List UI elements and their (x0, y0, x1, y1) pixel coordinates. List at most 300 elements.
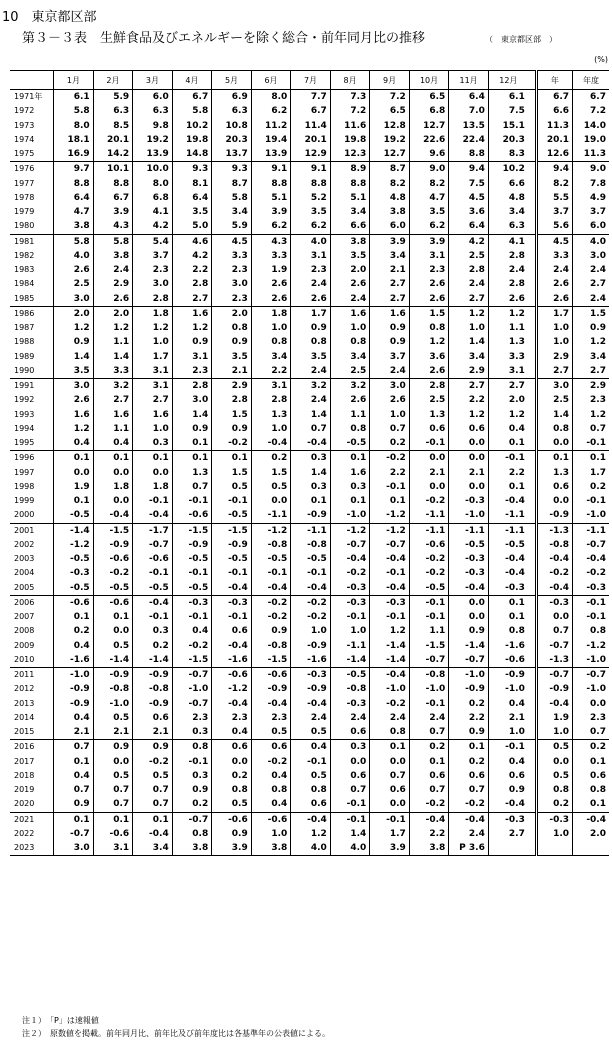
month-cell: 0.4 (54, 639, 94, 653)
month-cell: 2.6 (54, 263, 94, 277)
month-cell: -1.2 (370, 523, 410, 538)
month-cell: -0.7 (449, 653, 489, 668)
month-cell: 1.6 (330, 466, 370, 480)
month-cell: 0.8 (370, 725, 410, 740)
month-cell: 0.5 (133, 769, 173, 783)
month-header: 3月 (133, 71, 173, 90)
annual-cell: 0.6 (536, 480, 572, 494)
month-cell: 9.1 (251, 162, 291, 177)
fiscal-year-cell: -0.7 (573, 538, 609, 552)
table-title: 第３－３表 生鮮食品及びエネルギーを除く総合・前年同月比の推移 (22, 31, 426, 46)
month-cell: -0.4 (488, 797, 528, 812)
year-cell: 2012 (14, 684, 35, 694)
month-cell: -0.5 (330, 668, 370, 683)
annual-cell: 2.6 (536, 277, 572, 291)
month-cell: 3.9 (251, 205, 291, 219)
table-row (10, 408, 609, 422)
month-cell: 3.8 (93, 249, 133, 263)
month-cell: 0.2 (251, 451, 291, 466)
month-cell: -1.0 (330, 508, 370, 523)
month-cell: -1.6 (291, 653, 331, 668)
month-cell: -0.1 (409, 436, 449, 451)
footnote: 注２） 原数値を掲載。前年同月比、前年比及び前年度比は各基準年の公表値による。 (22, 1029, 330, 1038)
month-cell: 19.8 (172, 133, 212, 147)
fiscal-year-cell: -1.0 (573, 653, 609, 668)
month-cell: 2.7 (488, 379, 528, 394)
month-cell: 0.4 (54, 769, 94, 783)
year-cell: 1995 (14, 438, 35, 448)
column-gap (528, 480, 536, 494)
column-gap (528, 177, 536, 191)
month-cell: -0.5 (54, 508, 94, 523)
month-cell: 4.5 (212, 234, 252, 249)
fiscal-year-cell: -1.0 (573, 508, 609, 523)
fiscal-year-cell: -1.2 (573, 639, 609, 653)
month-cell: 8.8 (251, 177, 291, 191)
month-cell: 6.7 (291, 104, 331, 118)
year-cell: 1982 (14, 250, 35, 260)
month-cell: 6.9 (212, 90, 252, 105)
month-cell: 0.6 (409, 422, 449, 436)
fiscal-year-cell: -1.0 (573, 682, 609, 696)
month-cell: -0.4 (488, 552, 528, 566)
column-gap (528, 364, 536, 379)
annual-cell: 3.3 (536, 249, 572, 263)
year-cell: 2014 (14, 712, 35, 722)
month-cell: -0.3 (172, 595, 212, 610)
month-cell: -0.6 (212, 812, 252, 827)
month-cell: 2.8 (172, 379, 212, 394)
month-cell: 2.0 (212, 306, 252, 321)
month-cell: 15.1 (488, 119, 528, 133)
month-cell: 9.0 (409, 162, 449, 177)
year-cell: 1971年 (14, 92, 43, 102)
month-cell: -1.4 (93, 653, 133, 668)
month-cell: 2.9 (449, 364, 489, 379)
table-row (10, 219, 609, 234)
column-gap (528, 841, 536, 856)
month-cell: 7.7 (291, 90, 331, 105)
month-cell: -0.5 (330, 436, 370, 451)
month-cell: 8.0 (54, 119, 94, 133)
year-cell: 1976 (10, 162, 54, 177)
month-cell: 4.1 (488, 234, 528, 249)
month-cell: 5.1 (330, 191, 370, 205)
year-cell: 2008 (14, 626, 35, 636)
column-gap (528, 379, 536, 394)
month-cell: 11.6 (330, 119, 370, 133)
month-cell: 5.2 (291, 191, 331, 205)
annual-cell: -0.7 (536, 668, 572, 683)
fiscal-year-cell: 1.7 (573, 466, 609, 480)
month-cell: -0.5 (54, 581, 94, 596)
month-cell: 2.6 (370, 393, 410, 407)
table-header (10, 71, 609, 90)
month-cell: 0.7 (409, 783, 449, 797)
month-cell: 1.4 (330, 827, 370, 841)
month-cell: 2.2 (449, 711, 489, 725)
month-cell: 0.1 (291, 494, 331, 508)
month-cell: 0.0 (93, 466, 133, 480)
month-cell: 0.1 (330, 494, 370, 508)
month-cell: 12.9 (291, 147, 331, 162)
column-gap (528, 740, 536, 755)
month-cell: 3.6 (449, 205, 489, 219)
month-cell: -0.9 (488, 668, 528, 683)
month-cell: -0.2 (409, 494, 449, 508)
annual-cell: -0.4 (536, 581, 572, 596)
month-cell: 6.2 (251, 219, 291, 234)
annual-cell: 12.6 (536, 147, 572, 162)
fiscal-year-cell (573, 841, 609, 856)
month-cell: 3.5 (212, 350, 252, 364)
month-cell: 13.7 (212, 147, 252, 162)
month-cell: 0.0 (409, 480, 449, 494)
month-cell: 4.7 (54, 205, 94, 219)
year-cell: 1987 (14, 323, 35, 333)
fiscal-year-cell: 2.4 (573, 292, 609, 307)
annual-cell: 8.2 (536, 177, 572, 191)
annual-cell: 0.8 (536, 422, 572, 436)
annual-cell: 1.0 (536, 827, 572, 841)
month-cell: 0.1 (54, 494, 94, 508)
month-cell: 0.2 (449, 755, 489, 769)
fiscal-year-cell: 1.5 (573, 306, 609, 321)
month-cell: -0.6 (251, 812, 291, 827)
month-cell: 2.3 (133, 263, 173, 277)
month-cell: 0.6 (449, 422, 489, 436)
fiscal-year-cell: 0.8 (573, 624, 609, 638)
month-cell: 0.7 (54, 783, 94, 797)
month-cell: 3.4 (370, 249, 410, 263)
month-cell: -0.7 (172, 697, 212, 711)
table-row (10, 755, 609, 769)
month-cell: 7.2 (330, 104, 370, 118)
month-cell: -0.3 (370, 595, 410, 610)
month-cell: 0.9 (370, 321, 410, 335)
month-cell: -0.4 (488, 494, 528, 508)
month-cell: 0.9 (212, 422, 252, 436)
month-cell: 3.9 (409, 234, 449, 249)
month-cell: -0.9 (449, 682, 489, 696)
month-cell: 0.9 (133, 740, 173, 755)
month-cell: -0.8 (133, 682, 173, 696)
month-cell: 0.8 (212, 321, 252, 335)
table-row (10, 566, 609, 580)
month-cell: -0.4 (409, 812, 449, 827)
month-cell: 0.6 (212, 740, 252, 755)
month-cell: 3.6 (409, 350, 449, 364)
month-cell: 0.1 (330, 451, 370, 466)
month-cell: 1.3 (488, 335, 528, 349)
month-cell: 0.0 (251, 494, 291, 508)
month-cell: -0.1 (172, 755, 212, 769)
month-cell: -0.8 (330, 682, 370, 696)
month-cell: -1.0 (449, 508, 489, 523)
month-cell: 6.2 (251, 104, 291, 118)
month-cell: 20.3 (488, 133, 528, 147)
month-cell: 3.3 (212, 249, 252, 263)
month-cell: -1.0 (409, 682, 449, 696)
year-cell: 1972 (14, 106, 35, 116)
month-cell: -0.4 (212, 639, 252, 653)
table-row (10, 162, 609, 177)
column-gap (528, 466, 536, 480)
month-cell: 1.3 (172, 466, 212, 480)
month-cell: -0.5 (133, 581, 173, 596)
month-cell: 2.4 (409, 711, 449, 725)
fiscal-year-cell: -0.1 (573, 595, 609, 610)
month-cell: 0.0 (54, 466, 94, 480)
month-cell: 4.2 (449, 234, 489, 249)
annual-cell: 1.7 (536, 306, 572, 321)
month-cell: 2.9 (93, 277, 133, 291)
month-cell: 3.3 (251, 249, 291, 263)
month-cell: -0.2 (449, 797, 489, 812)
month-cell: 14.2 (93, 147, 133, 162)
month-cell: -1.4 (370, 653, 410, 668)
month-cell: 14.8 (172, 147, 212, 162)
month-cell: -0.1 (330, 812, 370, 827)
column-gap (528, 321, 536, 335)
month-cell: -0.9 (291, 682, 331, 696)
month-cell: 3.0 (54, 379, 94, 394)
month-cell: 1.2 (54, 321, 94, 335)
month-cell: 0.4 (54, 711, 94, 725)
month-cell: 3.8 (409, 841, 449, 856)
fiscal-year-cell: 6.0 (573, 219, 609, 234)
year-cell: 1984 (14, 279, 35, 289)
month-cell: -0.7 (172, 668, 212, 683)
month-cell: -0.2 (212, 436, 252, 451)
month-cell: 0.7 (330, 783, 370, 797)
month-cell: 0.0 (93, 494, 133, 508)
month-cell: 2.2 (172, 263, 212, 277)
table-row (10, 422, 609, 436)
month-header: 6月 (251, 71, 291, 90)
annual-cell: 1.3 (536, 466, 572, 480)
month-cell: 0.0 (212, 755, 252, 769)
annual-cell: 5.5 (536, 191, 572, 205)
month-cell: 2.7 (370, 277, 410, 291)
month-cell: 2.4 (291, 364, 331, 379)
column-gap (528, 147, 536, 162)
column-gap (528, 797, 536, 812)
column-gap (528, 697, 536, 711)
month-cell: 2.1 (370, 263, 410, 277)
year-cell: 2011 (10, 668, 54, 683)
annual-cell: 0.1 (536, 451, 572, 466)
fiscal-year-cell: 19.0 (573, 133, 609, 147)
month-cell: 0.4 (488, 697, 528, 711)
fiscal-year-cell: 6.7 (573, 90, 609, 105)
month-cell: 3.0 (212, 277, 252, 291)
month-cell: 0.5 (93, 639, 133, 653)
month-cell: 3.7 (133, 249, 173, 263)
month-cell: -0.4 (212, 697, 252, 711)
month-cell: -0.8 (409, 668, 449, 683)
month-cell: 1.4 (93, 350, 133, 364)
column-gap (528, 639, 536, 653)
column-gap (528, 624, 536, 638)
month-cell: 0.2 (172, 797, 212, 812)
month-cell: 5.9 (93, 90, 133, 105)
month-cell: 0.1 (54, 451, 94, 466)
month-cell: 1.0 (488, 725, 528, 740)
annual-cell: 6.6 (536, 104, 572, 118)
month-cell: -0.2 (251, 595, 291, 610)
month-cell: 6.6 (330, 219, 370, 234)
annual-cell: 1.0 (536, 335, 572, 349)
column-gap (528, 595, 536, 610)
table-row (10, 523, 609, 538)
month-cell: 3.0 (172, 393, 212, 407)
annual-cell: 1.0 (536, 321, 572, 335)
month-cell: 2.0 (54, 306, 94, 321)
month-cell: 9.3 (172, 162, 212, 177)
header-row (10, 71, 609, 90)
month-cell: 19.2 (370, 133, 410, 147)
month-cell: 2.1 (449, 466, 489, 480)
table-row (10, 653, 609, 668)
month-cell: -0.7 (330, 538, 370, 552)
month-cell: -1.1 (449, 523, 489, 538)
month-cell: -0.6 (251, 668, 291, 683)
column-gap (528, 71, 536, 90)
month-cell: 0.0 (409, 451, 449, 466)
month-cell: 1.6 (370, 306, 410, 321)
column-gap (528, 552, 536, 566)
month-cell: -0.4 (133, 508, 173, 523)
column-gap (528, 205, 536, 219)
month-cell: 1.6 (330, 306, 370, 321)
column-gap (528, 451, 536, 466)
table-row (10, 104, 609, 118)
month-cell: 0.7 (172, 480, 212, 494)
month-cell: 0.4 (54, 436, 94, 451)
month-header: 10月 (409, 71, 449, 90)
month-cell: 3.2 (330, 379, 370, 394)
section-heading: 10 東京都区部 (2, 10, 97, 25)
month-cell: 3.4 (330, 205, 370, 219)
month-cell: -0.1 (488, 740, 528, 755)
column-gap (528, 90, 536, 105)
month-cell: 0.9 (370, 335, 410, 349)
month-cell: -0.6 (93, 595, 133, 610)
table-row (10, 350, 609, 364)
month-cell: -1.1 (330, 639, 370, 653)
table-row (10, 682, 609, 696)
table-row (10, 725, 609, 740)
table-row (10, 841, 609, 856)
month-cell: 0.5 (93, 711, 133, 725)
year-cell: 2016 (10, 740, 54, 755)
fiscal-year-cell: 4.9 (573, 191, 609, 205)
month-cell: 2.4 (370, 364, 410, 379)
year-cell: 1979 (14, 207, 35, 217)
month-cell: 12.7 (409, 119, 449, 133)
month-cell: -0.2 (409, 797, 449, 812)
month-cell: -0.4 (133, 595, 173, 610)
month-cell: 0.7 (449, 783, 489, 797)
month-cell: -0.1 (133, 494, 173, 508)
month-cell: -0.7 (54, 827, 94, 841)
month-cell: 8.1 (172, 177, 212, 191)
fiscal-year-cell: -0.4 (573, 552, 609, 566)
month-cell: 7.0 (449, 104, 489, 118)
annual-cell: 2.7 (536, 364, 572, 379)
month-cell: 1.2 (291, 827, 331, 841)
month-cell: 0.9 (449, 725, 489, 740)
month-cell: -0.5 (449, 538, 489, 552)
month-cell: 7.3 (330, 90, 370, 105)
month-cell: 1.5 (409, 306, 449, 321)
year-cell: 1999 (14, 496, 35, 506)
month-cell: -0.6 (133, 552, 173, 566)
month-cell: 0.1 (370, 740, 410, 755)
month-cell: -0.2 (251, 610, 291, 624)
month-cell: 3.5 (409, 205, 449, 219)
cpi-table (10, 70, 609, 856)
month-cell: -0.2 (291, 610, 331, 624)
month-cell: 2.6 (291, 292, 331, 307)
month-cell: 2.3 (172, 711, 212, 725)
month-cell: -1.2 (251, 523, 291, 538)
month-cell: 2.5 (409, 393, 449, 407)
month-cell: 4.0 (291, 841, 331, 856)
month-cell: 3.5 (54, 364, 94, 379)
month-cell: 2.7 (488, 827, 528, 841)
annual-cell: 20.1 (536, 133, 572, 147)
annual-cell: 0.8 (536, 783, 572, 797)
month-cell: 0.9 (212, 335, 252, 349)
month-cell: 0.0 (449, 480, 489, 494)
month-cell: 3.9 (212, 841, 252, 856)
column-gap (528, 422, 536, 436)
column-gap (528, 769, 536, 783)
month-cell: 6.7 (93, 191, 133, 205)
month-cell: 6.4 (172, 191, 212, 205)
month-cell: 0.1 (172, 451, 212, 466)
month-cell: 3.8 (370, 205, 410, 219)
month-cell: 1.0 (133, 422, 173, 436)
table-row (10, 451, 609, 466)
annual-cell: 9.4 (536, 162, 572, 177)
year-cell: 2004 (14, 568, 35, 578)
annual-cell: -0.4 (536, 552, 572, 566)
annual-cell: 0.0 (536, 436, 572, 451)
month-cell: 2.3 (212, 292, 252, 307)
month-cell: 0.5 (291, 769, 331, 783)
table-row (10, 480, 609, 494)
month-cell: 3.4 (330, 350, 370, 364)
month-cell: -1.5 (251, 653, 291, 668)
month-cell: 0.8 (409, 321, 449, 335)
year-cell: 2005 (14, 582, 35, 592)
month-cell: -1.1 (409, 508, 449, 523)
table-row (10, 552, 609, 566)
month-cell: 0.1 (133, 451, 173, 466)
table-row (10, 783, 609, 797)
month-cell: 6.1 (54, 90, 94, 105)
month-cell: -1.5 (172, 653, 212, 668)
month-cell: -0.1 (370, 480, 410, 494)
column-gap (528, 812, 536, 827)
year-cell: 1994 (14, 423, 35, 433)
month-cell: 0.8 (172, 740, 212, 755)
month-cell: -0.1 (133, 610, 173, 624)
month-cell: -0.8 (251, 538, 291, 552)
